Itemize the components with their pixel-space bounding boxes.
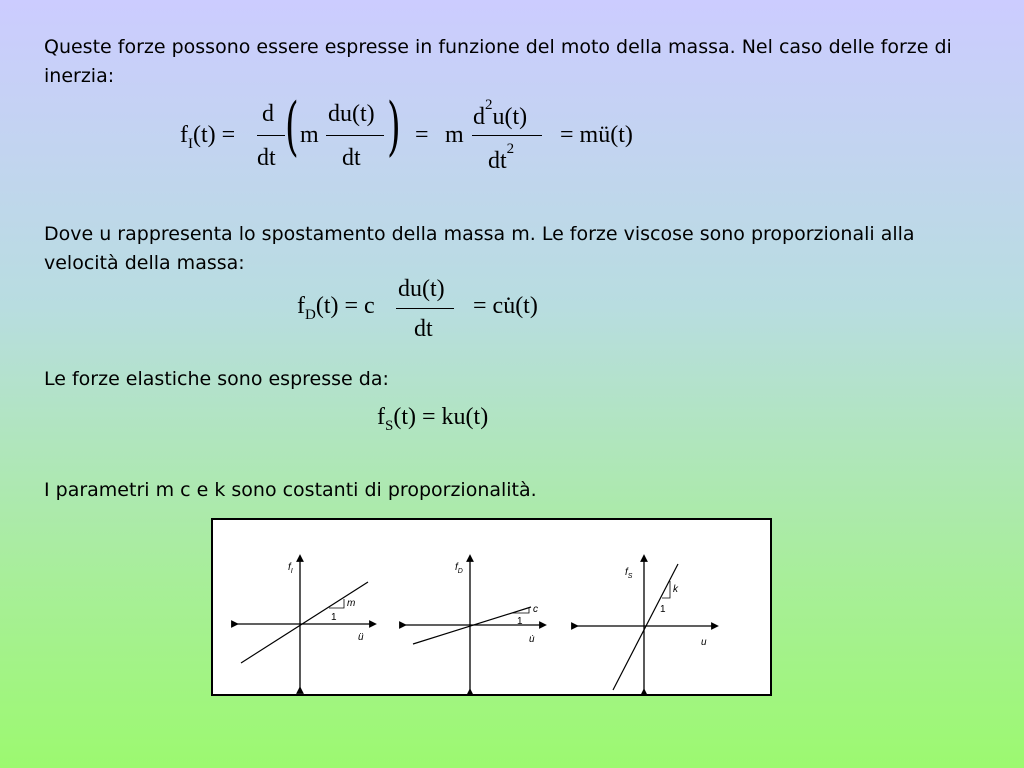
panel1-line [241,582,368,663]
eq1-m2: m [445,122,464,148]
panel2-x-label: u̇ [529,634,535,645]
eq1-fracline-2 [326,135,384,136]
params-paragraph: I parametri m c e k sono costanti di proporzionalità. [44,479,537,501]
eq1-sub: I [188,135,193,152]
panel1-y-label: $f_I$ [288,562,293,575]
eq1-u: u(t) [492,104,528,130]
panel3-y-label: $f_S$ [625,567,633,580]
eq3-f: f [377,404,385,430]
viscous-paragraph: Dove u rappresenta lo spostamento della massa m. Le forze viscose sono proporzionali alla velocità della massa: [44,223,915,274]
eq2-f: f [297,293,305,319]
eq2-den: dt [414,316,433,342]
panel1-run-label: 1 [331,612,337,623]
eq3-sub: S [385,417,394,434]
panel-viscous [403,558,543,692]
eq2-lhs-rest: (t) = c [315,293,375,319]
panel3-line [613,564,678,690]
eq1-du: du(t) [328,101,375,127]
eq1-f: f [180,122,188,148]
panel3-slope-triangle [662,581,670,598]
panel2-run-label: 1 [517,616,523,627]
panel1-slope-triangle [329,599,344,608]
eq3-rest: (t) = ku(t) [393,404,489,430]
eq1-dt: dt [257,145,276,171]
eq1-close-paren: ) [387,90,401,164]
panel-inertia [235,558,373,690]
panel1-x-label: ü [358,632,364,643]
eq2-fracline [396,308,454,309]
panel3-run-label: 1 [660,604,666,615]
eq2-num: du(t) [398,276,445,302]
panel2-y-label: $f_D$ [455,562,463,575]
force-diagrams-figure [211,518,772,696]
eq1-dtsq: dt [488,148,507,174]
eq2-result: = cu̇(t) [473,293,538,319]
panel3-slope-label: k [673,584,678,595]
eq1-d: d [262,101,274,127]
eq1-fracline-1 [257,135,285,136]
panel-elastic [575,558,715,692]
panel2-slope-label: c [533,604,538,615]
eq1-d2-sup: 2 [485,97,493,113]
panel1-slope-label: m [347,598,356,609]
eq1-dtsq-sup: 2 [506,141,515,157]
eq2-sub: D [305,306,316,323]
eq1-dt2: dt [342,145,361,171]
eq1-result: = mü(t) [560,122,633,148]
eq1-fracline-3 [472,135,542,136]
intro-paragraph: Queste forze possono essere espresse in funzione del moto della massa. Nel caso delle forze di inerzia: [44,36,952,87]
eq1-equals: = [415,122,429,148]
elastic-paragraph: Le forze elastiche sono espresse da: [44,368,389,390]
eq1-open-paren: ( [285,90,299,164]
eq1-d2: d [473,104,485,130]
eq1-m: m [300,122,319,148]
force-diagrams-svg [213,520,770,694]
eq1-lhs-rest: (t) = [193,122,236,148]
panel3-x-label: u [701,637,707,648]
